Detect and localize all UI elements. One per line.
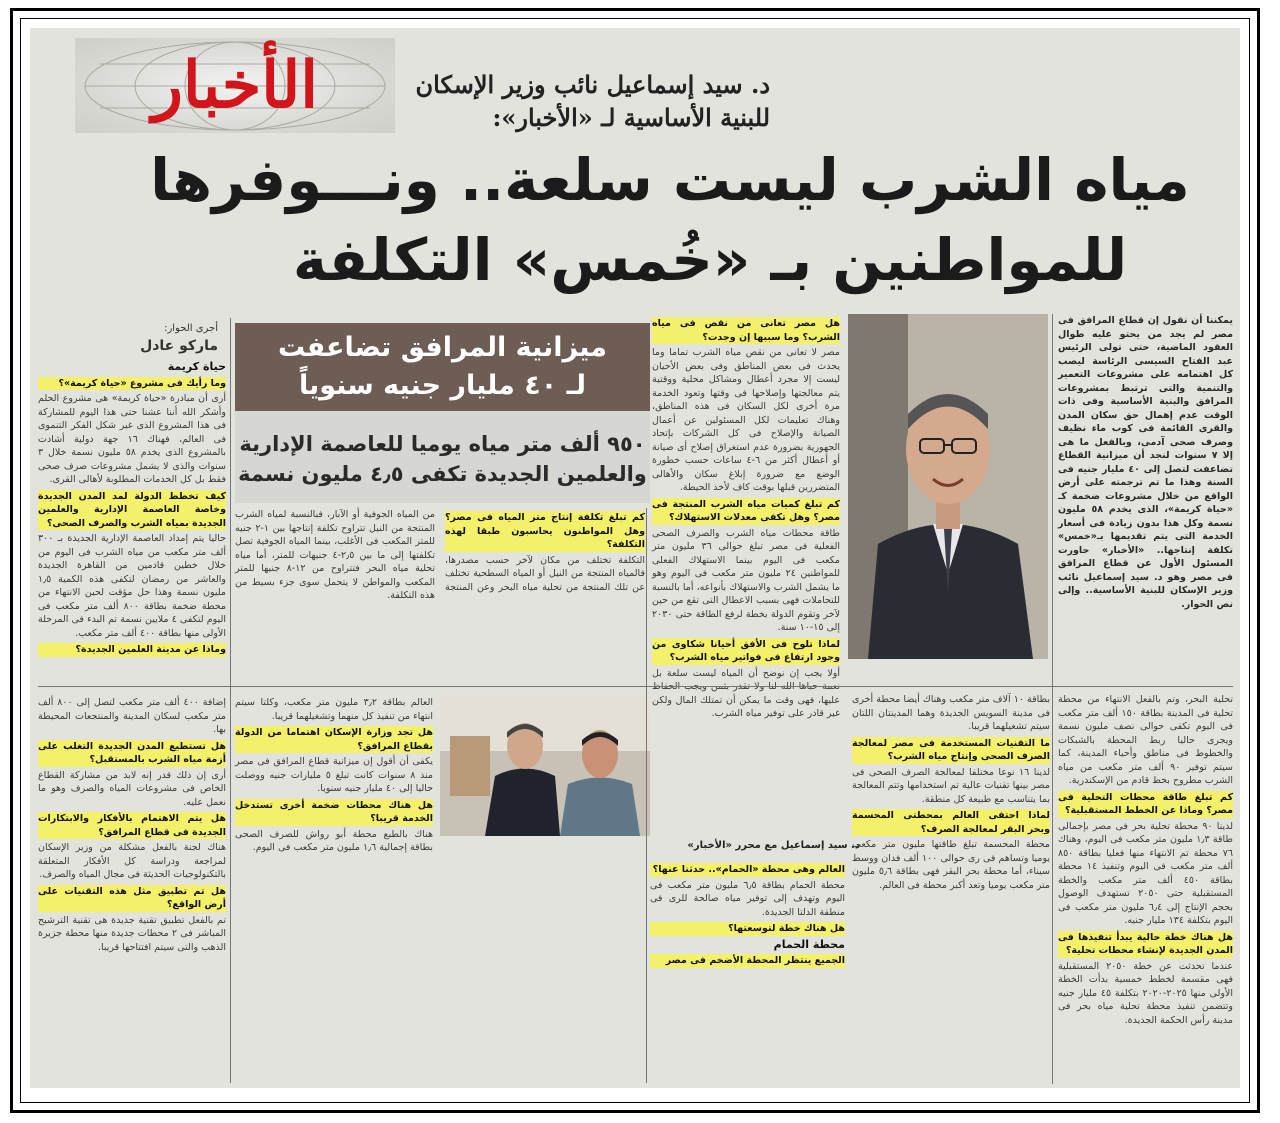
innovation-question-1: هل تستطيع المدن الجديدة التغلب على أزمة مياه الشرب بالمستقبل؟ (38, 740, 226, 765)
question-alamein: وماذا عن مدينة العلمين الجديدة؟ (38, 643, 226, 657)
desal-answer-1: تحلية البحر، وتم بالفعل الانتهاء من محطة تحلية فى المدينة بطاقة ١٥٠ ألف متر مكعب فى اليوم تكفى حوالى نصف مليون نسمة ويجرى حاليا ربط المحطة بالشبكات والخطوط فى مناطق وأحياء المدينة، كما سيتم توفير ٩٠ ألف متر مكعب من مياه الشرب مطروح بخط قادم من الإسكندرية. (1058, 694, 1234, 786)
column-rule-2 (646, 508, 647, 1083)
byline (38, 323, 218, 354)
budget-answer-3: هناك بالطبع محطة أبو رواش للصرف الصحى بطاقة إجمالية ١٫٦ مليون متر مكعب فى اليوم. (235, 828, 433, 853)
answer-haya-karima: أرى أن مبادرة «حياة كريمة» هى مشروع الحلم وأشكر الله أننا عشنا حتى هذا اليوم للمشاركة فى هذا المشروع الذى غير شكل الفكر التنموى فى العالم، فهناك ١٦ جهة دولية أشادت بالمشروع الذى يخدم ٥٨ مليون نسمة خلال ٣ سنوات والذى لا يشمل مشروعات صرف صحى فقط بل كل الخدمات المطلوبة لأهالى القرى. (38, 393, 227, 485)
subhead-box (235, 323, 650, 503)
subhead-line1: ميزانية المرافق تضاعفت (277, 332, 608, 363)
subhead-line2: لـ ٤٠ مليار جنيه سنوياً (298, 370, 587, 401)
newspaper-clipping (30, 28, 1240, 1088)
innovation-question-2: هل يتم الاهتمام بالأفكار والابتكارات الجديدة فى قطاع المرافق؟ (38, 813, 226, 838)
column-intro (1058, 314, 1233, 674)
desal-question-2: هل هناك خطة حالية يبدأ تنفيذها فى المدن الجديدة لإنشاء محطات تحلية؟ (1058, 931, 1233, 956)
budget-answer-2: يكفى أن أقول إن ميزانية قطاع المرافق فى مصر منذ ٨ سنوات كانت تبلغ ٥ مليارات جنيه ووصلت حاليا إلى ٤٠ مليار جنيه سنويا. (235, 756, 434, 794)
subhead-top (235, 323, 650, 411)
divider-rule (38, 686, 1233, 687)
portrait-figure (848, 314, 1048, 659)
headline-line1: مياه الشرب ليست سلعة.. ونـــوفرها (150, 146, 1190, 214)
treatment-question-1: ما التقنيات المستخدمة فى مصر لمعالجة الصرف الصحى وإنتاج مياه الشرب؟ (852, 737, 1050, 762)
answer-cost: التكلفة تختلف من مكان لآخر حسب مصدرها، فالمياه المنتجة من النيل أو المياه السطحية تختلف عن تلك المنتجة من تحلية مياه البحر وعن المنتجة من المياه الجوفية أو الآبار، فبالنسبة لمياه الشرب المنتجة من النيل تتراوح تكلفة إنتاجها بين ١-٢ جنيه للمتر المكعب فى الأغلب، بينما المياه الجوفية تصل تكلفتها إلى ما بين ٢٫٥-٤ جنيهات للمتر، أما مياه تحلية مياه البحر فتتراوح من ١٢-٨ جنيها للمتر المكعب والمواطن لا يتحمل سوى جزء بسيط من هذه التكلفة. (235, 509, 645, 601)
desal-answer-2: لدينا ٩٠ محطة تحلية بحر فى مصر بإجمالى طاقة ١٫٣ مليون متر مكعب فى اليوم، وهناك ٧٦ محطة تم الانتهاء منها فعليا بطاقة ٨٥٠ ألف متر مكعب فى اليوم وتنفيذ ١٤ محطة بطاقة ٤٥٠ ألف متر مكعب والخطة المستقبلية حتى ٢٠٥٠ تستهدف الوصول بحجم الإنتاج إلى ٦٫٤ مليون متر مكعب فى اليوم بتكلفة ١٣٤ مليار جنيه. (1058, 820, 1234, 926)
desal-answer-3: عندما تحدثت عن خطة ٢٠٥٠ المستقبلية فهى مقسمة لخطط خمسية بدأت الخطة الأولى منها ٢٠٢٥-٢٠٢٠ بتكلفة ٤٥ مليار جنيه وتتضمن تنفيذ محطة تحلية مياه بحر فى مدينة رأس الحكمة الجديدة. (1058, 960, 1234, 1026)
budget-question-2: هل هناك محطات ضخمة أخرى تستدخل الخدمة قريبا؟ (235, 799, 433, 824)
masthead-logo (75, 38, 395, 133)
column-qa-3 (38, 358, 226, 683)
interview-figures (440, 696, 650, 836)
byline-role: أجرى الحوار: (164, 323, 218, 334)
headline-line2: للمواطنين بـ «خُمس» التكلفة (292, 226, 1128, 294)
column-hammam (650, 860, 845, 1088)
kicker-line2: للبنية الأساسية لـ «الأخبار»: (492, 103, 770, 132)
question-2: كم تبلغ كميات مياه الشرب المنتجة فى مصر؟ وهل تكفى معدلات الاستهلاك؟ (652, 498, 840, 523)
section-heading-haya-karima: حياة كريمة (167, 360, 226, 373)
subhead-line3: ٩٥٠ ألف متر مياه يوميا للعاصمة الإدارية (239, 432, 646, 456)
budget-question-1: هل تجد وزارة الإسكان اهتماما من الدولة بقطاع المرافق؟ (235, 727, 433, 752)
innovation-answer-3: هناك لجنة بالفعل مشكلة من وزير الإسكان لمراجعة ودراسة كل الأفكار المتعلقة بالتكنولوجيات الحديثة فى مجال المياه والصرف. (38, 842, 226, 880)
question-haya-karima: وما رأيك فى مشروع «حياة كريمة»؟ (38, 377, 226, 391)
photo-caption: د. سيد إسماعيل مع محرر «الأخبار» (687, 840, 860, 851)
intro-text: يمكننا أن نقول إن قطاع المرافق فى مصر لم يجد من يحتو عليه طوال العقود الماضية، حتى تولى الرئيس عبد الفتاح السيسى الرئاسة ليصب كل اهتمامه على مشروعات التعمير والتنمية والتى ترتبط بمشروعات المرافق والبنية الأساسية وفى ذات الوقت عدم إهمال حق سكان المدن والقرى القائمة فى كوب ماء نظيف وصرف صحى آدمى، وبالفعل ما هى إلا ٧ سنوات لنجد أن ميزانية القطاع تضاعفت لتصل إلى ٤٠ مليار جنيه فى السنة وهذا ما تم ترجمته على أرض الواقع من خلال مشروعات ضخمة كـ «حياة كريمة»، الذى يخدم ٥٨ مليون نسمة وكل هذا بدون زيادة فى أسعار الخدمة التى يتم تقديمها بـ«خمس» تكلفة إنتاجها.. «الأخبار» حاورت المسئول الأول عن قطاع المرافق فى مصر وهو د. سيد إسماعيل نائب وزير الإسكان للبنية الأساسية.. وإلى نص الحوار. (1058, 315, 1233, 610)
question-1: هل مصر تعانى من نقص فى مياه الشرب؟ وما سببها إن وجدت؟ (652, 318, 840, 343)
hammam-heading: العالم وهى محطة «الحمام».. حدثنا عنها؟ (650, 863, 845, 877)
treatment-answer-2: لدينا ١٦ نوعا مختلفا لمعالجة الصرف الصحى فى مصر بينها تقنيات عالية تم استخدامها وتتم المعالجة بما يتناسب مع طبيعة كل منطقة. (852, 766, 1050, 805)
answer-2: طاقة محطات مياه الشرب والصرف الصحى الفعلية فى مصر تبلغ حوالى ٣٦ مليون متر مكعب فى اليوم بينما الاستهلاك الفعلى للمواطنين ٢٤ مليون متر مكعب فى اليوم وهو ما يشمل الشرب والاستهلاك بأنواعه، أما بالنسبة للتحاملات فهى بسبب الاعطال التى تقع من حين لآخر وتقوم الدولة بخطة لرفع الطاقة حتى ٢٠٣٠ إلى ١٥-١٠ سنة. (652, 527, 841, 633)
column-budget (235, 696, 433, 1088)
kicker-line1: د. سيد إسماعيل نائب وزير الإسكان (415, 70, 770, 99)
question-cost: كم تبلغ تكلفة إنتاج متر المياه فى مصر؟ وهل المواطنون يحاسبون طبقا لهذه التكلفة؟ (445, 512, 645, 550)
column-innovation (38, 696, 226, 1088)
column-rule-3 (230, 318, 231, 1083)
interview-photo (440, 696, 650, 836)
answer-new-cities: حاليا يتم إمداد العاصمة الإدارية الجديدة بـ ٣٠٠ ألف متر مكعب من مياه الشرب فى اليوم من خلال خطين قادمين من القاهرة الجديدة والعاشر من رمضان لتكفى هذه الكمية ١٫٥ مليون نسمة وهذا حل مؤقت لحين الانتهاء من محطة ضخمة بطاقة ٨٠٠ ألف متر مكعب فى اليوم لتكفى ٤ ملايين نسمة تم البدء فى المرحلة الأولى منها بطاقة ٤٠٠ ألف متر مكعب. (38, 533, 226, 639)
treatment-answer-1: بطاقة ١٠ آلاف متر مكعب وهناك أيضا محطة أخرى فى مدينة السويس الجديدة وهما المدينتان اللتان سيتم تشغيلهما قريبا. (852, 694, 1050, 732)
logo-text: الأخبار (151, 48, 319, 123)
innovation-question-3: هل تم تطبيق مثل هذه التقنيات على أرض الواقع؟ (38, 885, 226, 910)
treatment-answer-3: محطة المحسمة تبلغ طاقتها مليون متر مكعب يوميا وتساهم فى رى حوالى ١٠٠ ألف فدان ووسط سيناء، أما محطة بحر البقر فهى بطاقة ٥٫٦ مليون متر مكعب يوميا وتعد أكبر محطة فى العالم. (852, 839, 1050, 891)
kicker (390, 68, 770, 134)
treatment-question-2: لماذا احتفى العالم بمحطتى المحسمة وبحر البقر لمعالجة الصرف؟ (852, 810, 1050, 835)
answer-3: أولا يجب إن نوضح أن المياه ليست سلعة بل عليها، فهى وقت ما يمكن أن تمتلك المال ولكن غير قادر على توفير مياه الشرب. (652, 667, 840, 719)
column-qa-1 (652, 314, 841, 719)
innovation-answer-4: تم بالفعل تطبيق تقنية جديدة هى تقنية الترشيح المباشر فى ٢ محطات جديدة منها محطة جزيرة الذهب والتى سيتم افتتاحها قريبا. (38, 914, 226, 953)
innovation-answer-2: أرى إن ذلك قدر إنه لابد من مشاركة القطاع الخاص فى مشروعات المياه والصرف وهو ما نعمل عليه. (38, 769, 226, 808)
hammam-answer-2: الجميع ينتظر المحطة الأضخم فى مصر (650, 954, 845, 968)
portrait-photo (848, 314, 1048, 659)
question-3: لماذا تلوح فى الأفق أحيانا شكاوى من وجود ارتفاع فى فواتير مياه الشرب؟ (652, 638, 840, 663)
hammam-answer-1: محطة الحمام بطاقة ٦٫٥ مليون متر مكعب فى اليوم وتهدف إلى توفير مياه صالحة للرى فى منطقة الدلتا الجديدة. (650, 879, 845, 918)
hammam-question-1: هل هناك خطة لتوسعتها؟ (650, 922, 845, 936)
question-new-cities: كيف تخطط الدولة لمد المدن الجديدة وخاصة العاصمة الإدارية والعلمين الجديدة بمياه الشرب والصرف الصحى؟ (38, 490, 226, 529)
budget-answer-1: العالم بطاقة ٣٫٢ مليون متر مكعب، وكلتا سيتم انتهاء من تنفيذ كل منهما وتشغيلهما قريبا. (235, 697, 433, 722)
answer-1: مصر لا تعانى من نقص مياه الشرب تماما وما يحدث فى بعض المناطق وفى بعض الأحيان ليست إلا مجرد أعطال ومشاكل محلية ووقتية يتم معالجتها وإصلاحها فى وقتها وتعود الخدمة مرة أخرى لكل السكان فى هذه المناطق، وهناك تعليمات لكل المسئولين عن أعمال الصيانة والإصلاح فى كل الشركات بإتحاد الجهورية بضرورة عدم استغراق إصلاح أى صيانة أو أعطال أكثر من ٦-٤ ساعات حسب خطورة الوضع مع ضرورة إبلاغ سكان والأهالى المتضررين قبلها بوقت كاف لأخذ الحيطة. (652, 347, 841, 493)
innovation-answer-1: إضافة ٤٠٠ ألف متر مكعب لتصل إلى ٨٠٠ ألف متر مكعب لسكان المدينة والمنتجعات المحيطة بها. (38, 697, 226, 735)
desal-question-1: كم تبلغ طاقة محطات التحلية فى مصر؟ وماذا عن الخطط المستقبلية؟ (1058, 791, 1233, 816)
subhead-line4: والعلمين الجديدة تكفى ٤٫٥ مليون نسمة (238, 462, 647, 486)
subhead-bottom (235, 411, 650, 489)
column-treatment (852, 693, 1050, 1088)
column-desalination (1058, 693, 1233, 1088)
hammam-subheading: محطة الحمام (773, 937, 845, 951)
column-qa-2 (235, 508, 645, 678)
column-rule-1 (1052, 314, 1053, 1084)
byline-name: ماركو عادل (140, 338, 218, 354)
